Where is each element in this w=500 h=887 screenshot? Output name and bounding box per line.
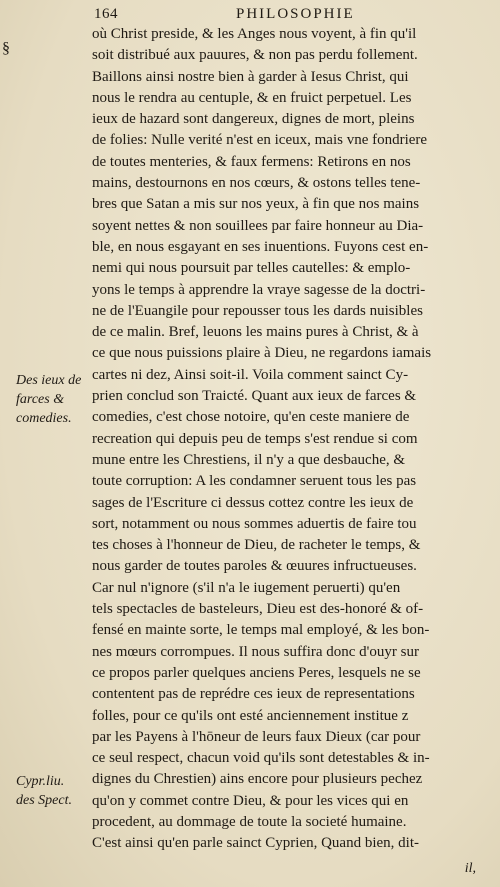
page-header bbox=[94, 6, 490, 26]
text-line: qu'on y commet contre Dieu, & pour les vices qui en bbox=[92, 792, 409, 809]
text-line: ce que nous puissions plaire à Dieu, ne regardons iamais bbox=[92, 345, 432, 362]
text-line: par les Payens à l'hōneur de leurs faux Dieux (car pour bbox=[92, 728, 421, 745]
running-title: PHILOSOPHIE bbox=[236, 6, 355, 22]
text-line: de toutes menteries, & faux fermens: Retirons en nos bbox=[92, 153, 411, 170]
text-line: ble, en nous esgayant en ses inuentions. Fuyons cest en- bbox=[92, 238, 429, 255]
margin-note-line: Des ieux de bbox=[16, 373, 82, 388]
body-text bbox=[92, 24, 488, 855]
text-line: nous le rendra au centuple, & en fruict perpetuel. Les bbox=[92, 89, 412, 106]
text-line: dignes du Chrestien) ains encore pour plusieurs pechez bbox=[92, 771, 423, 788]
text-line: fensé en mainte sorte, le temps mal employé, & les bon- bbox=[92, 622, 430, 639]
margin-note-farces bbox=[16, 371, 94, 428]
text-line: Car nul n'ignore (s'il n'a le iugement peruerti) qu'en bbox=[92, 579, 401, 596]
text-line: ne de l'Euangile pour repousser tous les dards nuisibles bbox=[92, 302, 423, 319]
text-line: cartes ni dez, Ainsi soit-il. Voila comment sainct Cy- bbox=[92, 366, 409, 383]
margin-note-cyprien bbox=[16, 772, 94, 810]
text-line: prien conclud son Traicté. Quant aux ieux de farces & bbox=[92, 388, 417, 405]
text-line: tels spectacles de basteleurs, Dieu est des-honoré & of- bbox=[92, 601, 424, 618]
text-line: mune entre les Chrestiens, il n'y a que desbauche, & bbox=[92, 451, 406, 468]
text-line: toute corruption: A les condamner seruent tous les pas bbox=[92, 473, 417, 490]
margin-mark: § bbox=[2, 40, 10, 57]
text-line: sort, notamment ou nous sommes aduertis de faire tou bbox=[92, 515, 417, 532]
text-line: procedent, au dommage de toute la societé humaine. bbox=[92, 813, 407, 830]
text-line: contentent pas de reprédre ces ieux de representations bbox=[92, 686, 415, 703]
text-line: tes choses à l'honneur de Dieu, de racheter le temps, & bbox=[92, 537, 421, 554]
text-line: nes mœurs corrompues. Il nous suffira donc d'ouyr sur bbox=[92, 643, 419, 660]
margin-note-line: comedies. bbox=[16, 411, 72, 426]
text-line: ieux de hazard sont dangereux, dignes de mort, pleins bbox=[92, 111, 415, 128]
text-line: C'est ainsi qu'en parle sainct Cyprien, Quand bien, dit- bbox=[92, 835, 419, 852]
text-line: nemi qui nous poursuit par telles cautelles: & emplo- bbox=[92, 260, 411, 277]
text-line: soyent nettes & non souillees par faire honneur au Dia- bbox=[92, 217, 424, 234]
text-line: sages de l'Escriture ci dessus cottez contre les ieux de bbox=[92, 494, 414, 511]
text-line: ce propos parler quelques anciens Peres, lesquels ne se bbox=[92, 664, 421, 681]
margin-note-line: farces & bbox=[16, 392, 65, 407]
text-line: bres que Satan a mis sur nos yeux, à fin que nos mains bbox=[92, 196, 420, 213]
text-line: recreation qui depuis peu de temps s'est rendue si com bbox=[92, 430, 418, 447]
text-line: où Christ preside, & les Anges nous voyent, à fin qu'il bbox=[92, 26, 417, 42]
catchword: il, bbox=[464, 861, 476, 876]
margin-note-line: des Spect. bbox=[16, 793, 72, 808]
text-line: nous garder de toutes paroles & œuures infructueuses. bbox=[92, 558, 417, 575]
text-line: folles, pour ce qu'ils ont esté anciennement institue z bbox=[92, 707, 409, 724]
margin-note-line: Cypr.liu. bbox=[16, 774, 65, 789]
text-line: yons le temps à apprendre la vraye sagesse de la doctri- bbox=[92, 281, 426, 298]
text-line: de folies: Nulle verité n'est en iceux, mais vne fondriere bbox=[92, 132, 428, 149]
text-line: Baillons ainsi nostre bien à garder à Iesus Christ, qui bbox=[92, 68, 409, 85]
text-line: mains, destournons en nos cœurs, & ostons telles tene- bbox=[92, 175, 421, 192]
text-line: ce seul respect, chacun void qu'ils sont detestables & in- bbox=[92, 750, 430, 767]
text-line: soit distribué aux pauures, & non pas perdu follement. bbox=[92, 47, 418, 64]
text-line: de ce malin. Bref, leuons les mains pures à Christ, & à bbox=[92, 324, 419, 341]
text-line: comedies, c'est chose notoire, qu'en ceste maniere de bbox=[92, 409, 410, 426]
page-number: 164 bbox=[94, 6, 118, 22]
